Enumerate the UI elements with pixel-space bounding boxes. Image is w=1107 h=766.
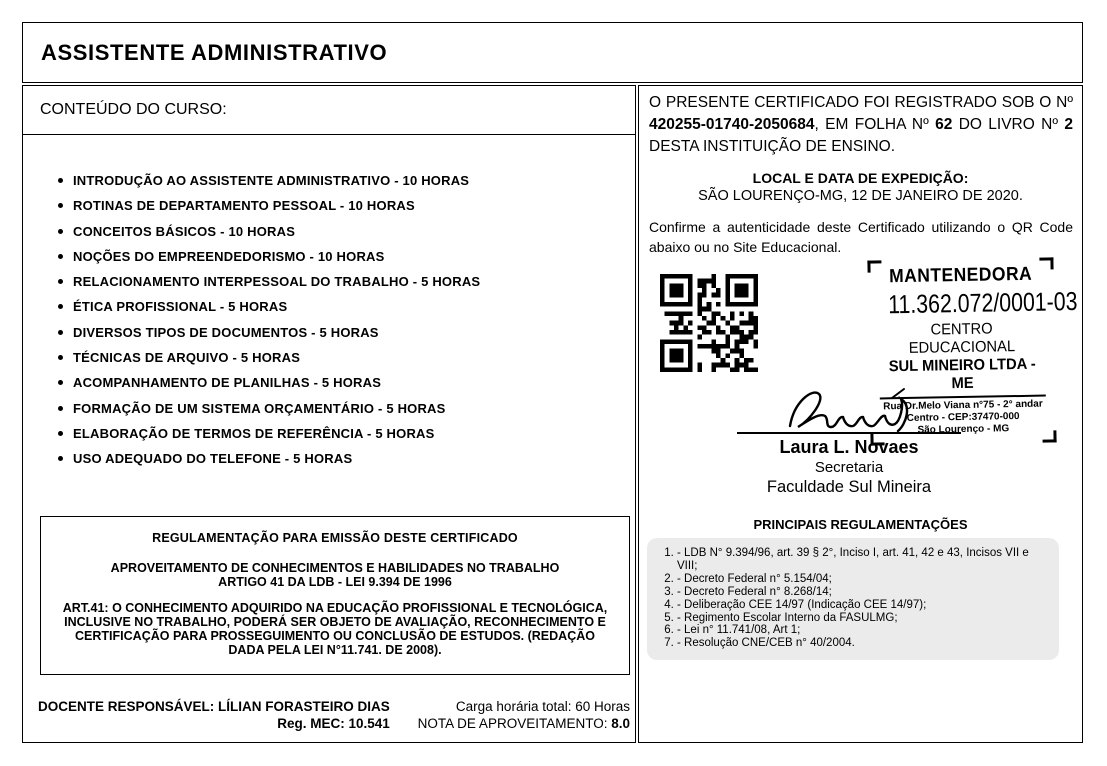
stamp-address1: Rua Dr.Melo Viana n°75 - 2° andar [883, 398, 1043, 413]
course-topic: RELACIONAMENTO INTERPESSOAL DO TRABALHO - 5 HORAS [58, 269, 627, 294]
course-topic: ELABORAÇÃO DE TERMOS DE REFERÊNCIA - 5 HORAS [58, 421, 627, 446]
registration-seg4: DESTA INSTITUIÇÃO DE ENSINO. [649, 138, 896, 155]
regulations-list [653, 547, 1049, 650]
registration-column [638, 85, 1083, 743]
stamp-cnpj: 11.362.072/0001-03 [887, 285, 1078, 320]
registration-seg2: , EM FOLHA Nº [814, 116, 936, 133]
left-footer [38, 698, 630, 732]
stamp-org-line1: CENTRO EDUCACIONAL [908, 320, 1016, 357]
stamp-address2: Centro - CEP:37470-000 [906, 411, 1020, 424]
course-topic: CONCEITOS BÁSICOS - 10 HORAS [58, 219, 627, 244]
signature-handwriting [724, 386, 974, 432]
regulation-subtitle-line2: ARTIGO 41 DA LDB - LEI 9.394 DE 1996 [218, 575, 452, 589]
course-topic: ROTINAS DE DEPARTAMENTO PESSOAL - 10 HORAS [58, 193, 627, 218]
content-area [22, 85, 1083, 743]
docente-reg-mec: Reg. MEC: 10.541 [277, 716, 390, 731]
regulation-item: 5. - Regimento Escolar Interno da FASULMG; [677, 612, 1049, 625]
course-topic: ÉTICA PROFISSIONAL - 5 HORAS [58, 294, 627, 319]
course-topic: FORMAÇÃO DE UM SISTEMA ORÇAMENTÁRIO - 5 HORAS [58, 396, 627, 421]
regulation-box-body: ART.41: O CONHECIMENTO ADQUIRIDO NA EDUCAÇÃO PROFISSIONAL E TECNOLÓGICA, INCLUSIVE NO TRABALHO, PODERÁ SER OBJETO DE AVALIAÇÃO, RECONHECIMENTO E CERTIFICAÇÃO PARA PROSSEGUIMENTO OU CONCLUSÃO DE ESTUDOS. (REDAÇÃO DADA PELA LEI N°11.741. DE 2008). [62, 601, 608, 657]
course-title-box [22, 22, 1083, 83]
course-topic: NOÇÕES DO EMPREENDEDORISMO - 10 HORAS [58, 244, 627, 269]
workload-total: Carga horária total: 60 Horas [455, 699, 630, 714]
grade-line [418, 715, 630, 732]
regulation-item: 6. - Lei n° 11.741/08, Art 1; [677, 624, 1049, 637]
workload-block [418, 698, 630, 732]
regulation-item: 2. - Decreto Federal n° 5.154/04; [677, 573, 1049, 586]
docente-block [38, 698, 390, 732]
course-topic: USO ADEQUADO DO TELEFONE - 5 HORAS [58, 446, 627, 471]
course-title: ASSISTENTE ADMINISTRATIVO [41, 39, 388, 65]
regulation-item: 7. - Resolução CNE/CEB n° 40/2004. [677, 637, 1049, 650]
regulation-box [40, 516, 630, 675]
course-content-column [22, 85, 636, 743]
registration-seg3: DO LIVRO Nº [952, 116, 1065, 133]
stamp-org-line2: SUL MINEIRO LTDA - ME [888, 355, 1036, 393]
expedition-value: SÃO LOURENÇO-MG, 12 DE JANEIRO DE 2020. [698, 188, 1023, 204]
expedition-block [639, 170, 1082, 204]
institution-name: Faculdade Sul Mineira [766, 478, 932, 496]
signature-stroke [774, 386, 924, 436]
docente-name: DOCENTE RESPONSÁVEL: LÍLIAN FORASTEIRO DIAS [38, 699, 390, 714]
stamp-title: MANTENEDORA [889, 263, 1033, 288]
regulation-item: 3. - Decreto Federal n° 8.268/14; [677, 586, 1049, 599]
regulation-item: 4. - Deliberação CEE 14/97 (Indicação CEE 14/97); [677, 599, 1049, 612]
signature-block [724, 386, 974, 497]
grade-value: 8.0 [611, 716, 630, 731]
registration-folha: 62 [935, 116, 953, 133]
course-topic: ACOMPANHAMENTO DE PLANILHAS - 5 HORAS [58, 370, 627, 395]
certificate-back-page [22, 22, 1083, 743]
registration-number: 420255-01740-2050684 [649, 116, 815, 133]
course-topics-list [58, 168, 627, 472]
registration-seg1: O PRESENTE CERTIFICADO FOI REGISTRADO SOB O Nº [649, 94, 1073, 111]
regulation-box-subtitle [59, 561, 611, 589]
registration-statement [649, 92, 1073, 158]
qr-code [660, 274, 758, 372]
course-topic: DIVERSOS TIPOS DE DOCUMENTOS - 5 HORAS [58, 320, 627, 345]
secretary-name: Laura L. Novaes [779, 437, 919, 457]
regulation-subtitle-line1: APROVEITAMENTO DE CONHECIMENTOS E HABILIDADES NO TRABALHO [110, 561, 560, 575]
course-content-heading-cell [23, 86, 635, 135]
regulations-box [647, 538, 1059, 660]
regulation-item: 1. - LDB N° 9.394/96, art. 39 § 2°, Inciso I, art. 41, 42 e 43, Incisos VII e VIII; [677, 547, 1049, 573]
stamp-corner-icon [1042, 430, 1056, 442]
regulation-box-title: REGULAMENTAÇÃO PARA EMISSÃO DESTE CERTIFICADO [152, 531, 518, 545]
stamp-address3: São Lourenço - MG [917, 423, 1010, 436]
course-content-heading: CONTEÚDO DO CURSO: [40, 101, 227, 118]
course-topic: TÉCNICAS DE ARQUIVO - 5 HORAS [58, 345, 627, 370]
expedition-label: LOCAL E DATA DE EXPEDIÇÃO: [752, 170, 969, 186]
grade-label: NOTA DE APROVEITAMENTO: [417, 716, 612, 731]
regulations-title: PRINCIPAIS REGULAMENTAÇÕES [753, 517, 968, 532]
registration-livro: 2 [1064, 116, 1073, 133]
course-topic: INTRODUÇÃO AO ASSISTENTE ADMINISTRATIVO - 10 HORAS [58, 168, 627, 193]
secretary-role: Secretaria [814, 459, 884, 476]
qr-instruction: Confirme a autenticidade deste Certificado utilizando o QR Code abaixo ou no Site Educacional. [649, 219, 1073, 255]
